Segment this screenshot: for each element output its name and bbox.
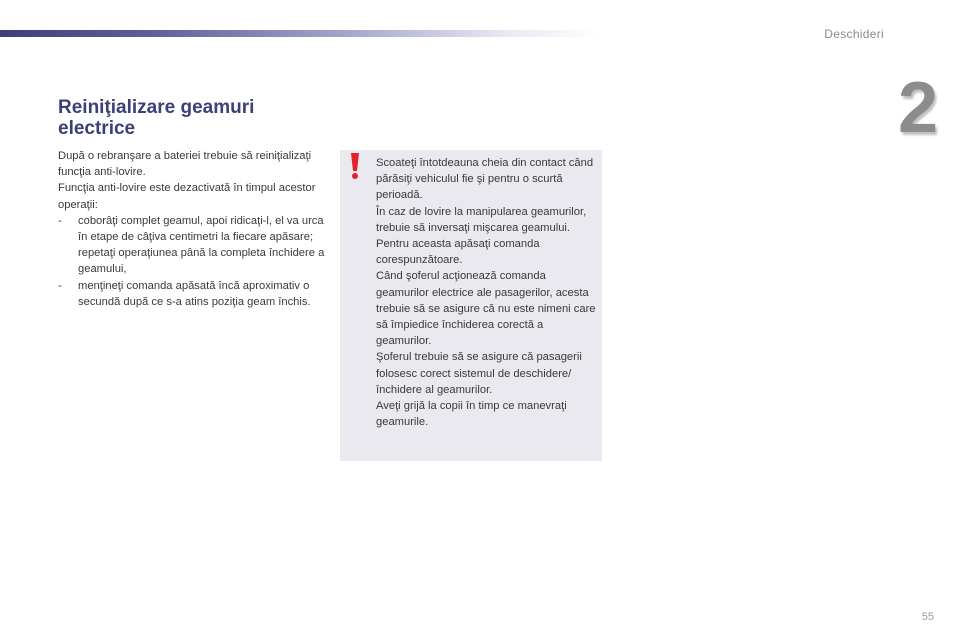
- section-label: Deschideri: [824, 27, 884, 41]
- page-number: 55: [921, 611, 934, 623]
- header-color-bar: [0, 30, 600, 37]
- list-item-text: coborâţi complet geamul, apoi ridicaţi-l, el va urca în etape de câţiva centimetri la fiecare apăsare; repetaţi operaţiunea până la completa închidere a geamului,: [78, 214, 325, 276]
- page-title-line-2: electrice: [58, 118, 136, 139]
- list-item: [58, 213, 326, 278]
- list-dash: -: [58, 279, 62, 292]
- instructions-text: [58, 148, 326, 310]
- list-item-text: menţineţi comanda apăsată încă aproximativ o secundă după ce s-a atins poziţia geam închis.: [78, 279, 311, 308]
- intro-paragraph: După o rebranşare a bateriei trebuie să reiniţializaţi funcţia anti-lovire.: [58, 150, 312, 179]
- page-title: [58, 97, 338, 139]
- page-title-line-1: Reiniţializare geamuri: [58, 97, 255, 118]
- warning-paragraph: În caz de lovire la manipularea geamurilor, trebuie să inversaţi mişcarea geamului. Pentru aceasta apăsaţi comanda corespunzătoare.: [376, 205, 587, 267]
- warning-paragraph: Aveţi grijă la copii în timp ce manevraţi geamurile.: [376, 400, 567, 429]
- exclamation-icon: [350, 152, 360, 180]
- warning-text: [376, 155, 598, 430]
- intro-paragraph: Funcţia anti-lovire este dezactivată în timpul acestor operaţii:: [58, 182, 316, 211]
- steps-list: [58, 213, 326, 310]
- list-dash: -: [58, 214, 62, 227]
- warning-paragraph: Şoferul trebuie să se asigure că pasagerii folosesc corect sistemul de deschidere/închidere al geamurilor.: [376, 351, 582, 396]
- list-item: [58, 278, 326, 310]
- warning-paragraph: Scoateţi întotdeauna cheia din contact când părăsiţi vehiculul fie şi pentru o scurtă perioadă.: [376, 157, 594, 202]
- chapter-number: 2: [897, 68, 938, 148]
- warning-paragraph: Când şoferul acţionează comanda geamurilor electrice ale pasagerilor, acesta trebuie să se asigure că nu este nimeni care să împiedice închiderea corectă a geamurilor.: [376, 270, 596, 348]
